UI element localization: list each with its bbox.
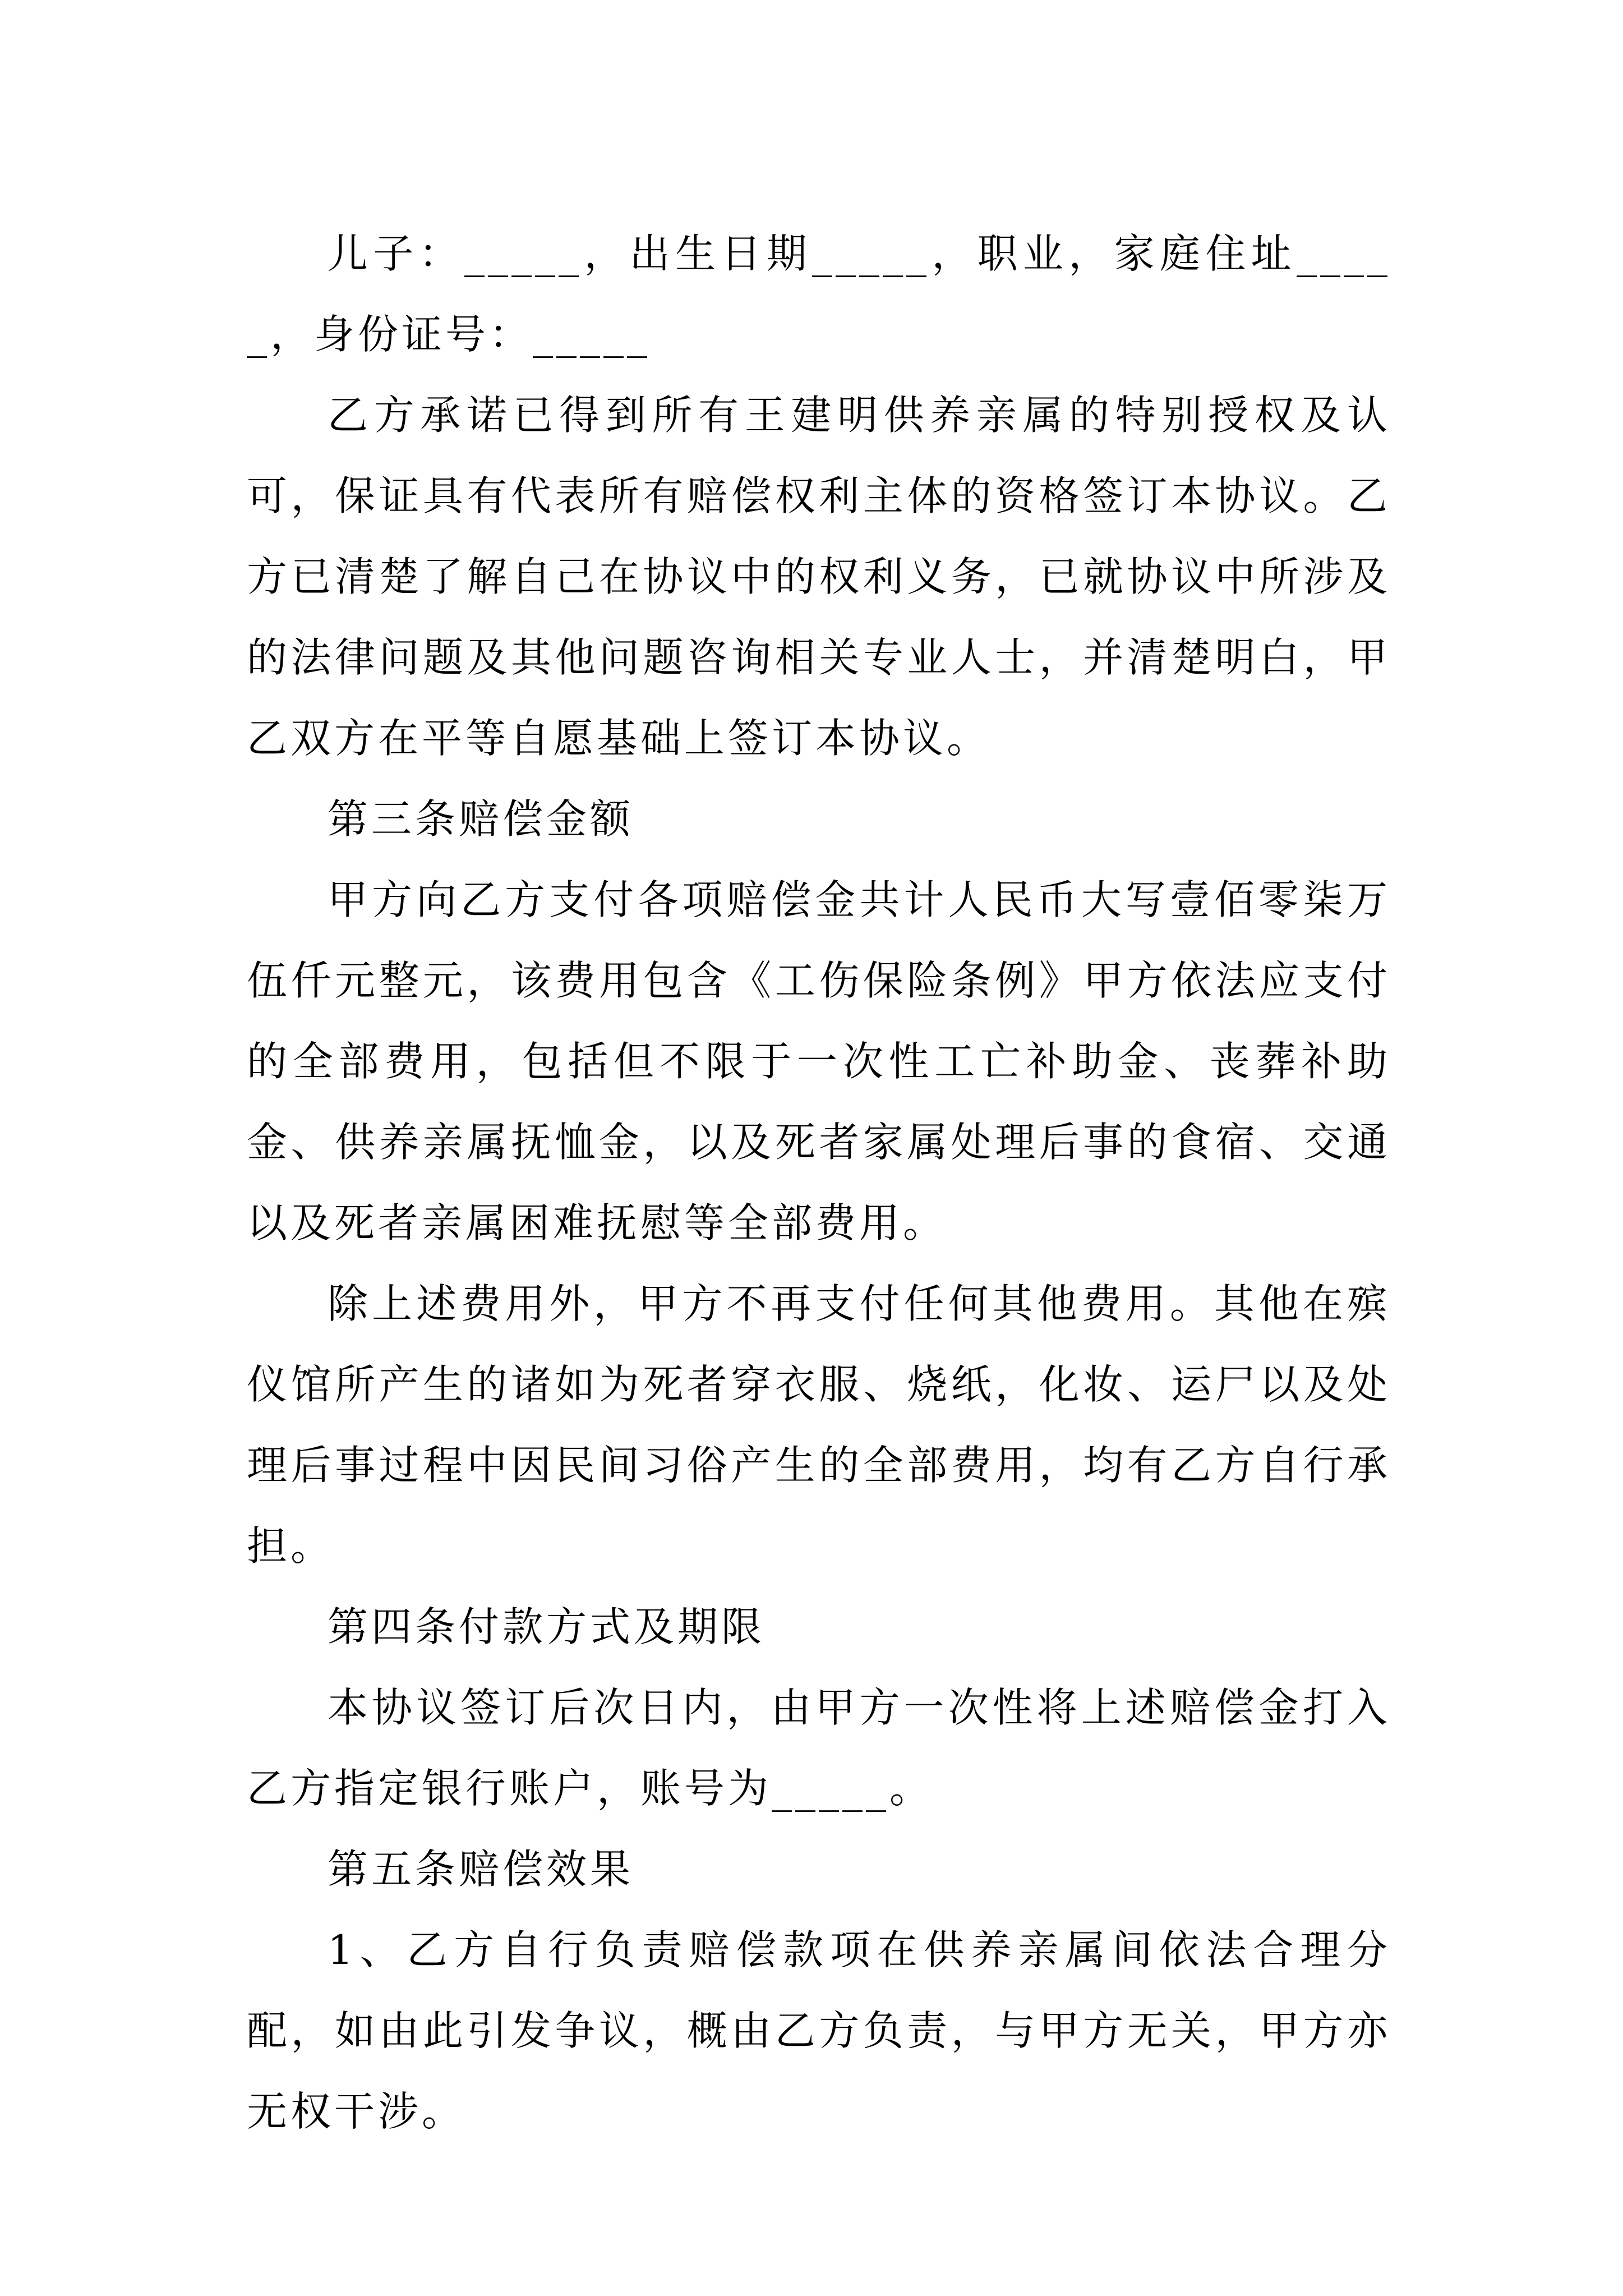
article-4-heading: 第四条付款方式及期限 [328,1603,766,1650]
article-5-item-1: 1、乙方自行负责赔偿款项在供养亲属间依法合理分配，如由此引发争议，概由乙方负责，与甲方无关，甲方亦无权干涉。 [247,1926,1391,2135]
document-body [247,213,1391,2152]
article-3-paragraph-2: 除上述费用外，甲方不再支付任何其他费用。其他在殡仪馆所产生的诸如为死者穿衣服、烧纸，化妆、运尸以及处理后事过程中因民间习俗产生的全部费用，均有乙方自行承担。 [247,1280,1391,1570]
article-4-paragraph: 本协议签订后次日内，由甲方一次性将上述赔偿金打入乙方指定银行账户，账号为_____。 [247,1684,1391,1812]
son-info-paragraph: 儿子：_____，出生日期_____，职业，家庭住址_____，身份证号：_____ [247,230,1391,358]
article-3-heading: 第三条赔偿金额 [328,795,634,843]
article-3-paragraph-1: 甲方向乙方支付各项赔偿金共计人民币大写壹佰零柒万伍仟元整元，该费用包含《工伤保险条例》甲方依法应支付的全部费用，包括但不限于一次性工亡补助金、丧葬补助金、供养亲属抚恤金，以及死者家属处理后事的食宿、交通以及死者亲属困难抚慰等全部费用。 [247,876,1391,1246]
article-5-heading: 第五条赔偿效果 [328,1846,634,1893]
party-b-commitment-paragraph: 乙方承诺已得到所有王建明供养亲属的特别授权及认可，保证具有代表所有赔偿权利主体的资格签订本协议。乙方已清楚了解自己在协议中的权利义务，已就协议中所涉及的法律问题及其他问题咨询相关专业人士，并清楚明白，甲乙双方在平等自愿基础上签订本协议。 [247,392,1391,762]
